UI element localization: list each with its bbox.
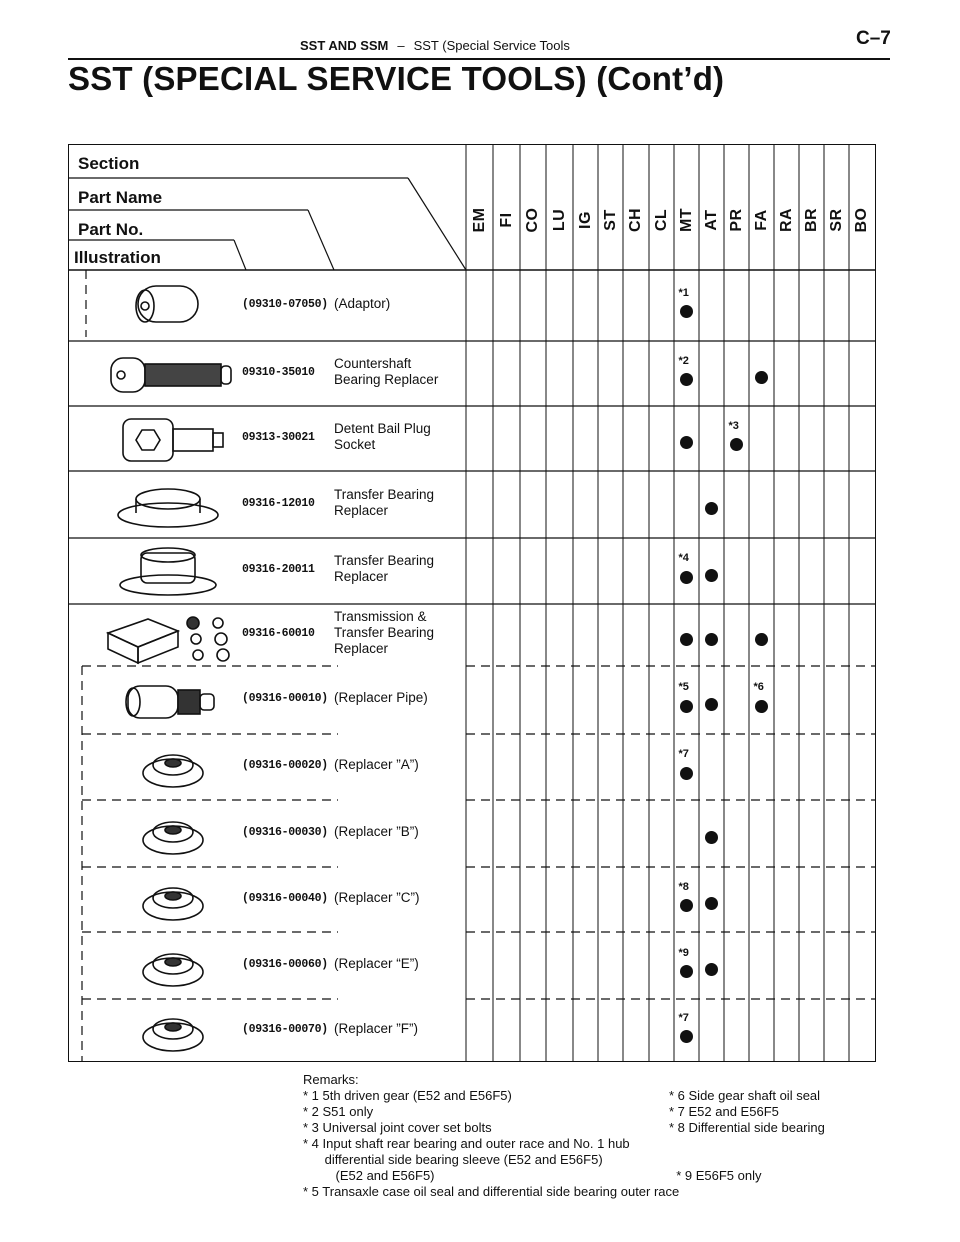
applicability-mark-at (705, 569, 718, 582)
column-header-label: CH (627, 207, 644, 233)
remark-text: differential side bearing sleeve (E52 and E56F5) (303, 1152, 603, 1167)
part-name: (Replacer ”F”) (334, 1020, 419, 1036)
column-header-fa (750, 180, 774, 260)
applicability-mark-mt (680, 899, 693, 912)
remark-text: * 6 Side gear shaft oil seal (669, 1088, 821, 1103)
footnote-ref: *7 (678, 1011, 689, 1024)
running-header (300, 38, 860, 58)
applicability-mark-fa (755, 633, 768, 646)
part-name: Transfer Bearing Replacer (334, 486, 435, 518)
column-header-label: SR (827, 208, 845, 232)
column-header-label: BO (852, 207, 870, 233)
part-name: Countershaft Bearing Replacer (334, 355, 439, 387)
header-label-part-name: Part Name (78, 188, 163, 207)
column-header-pr (725, 180, 749, 260)
column-header-label: RA (777, 207, 795, 233)
part-name: Transmission & Transfer Bearing Replacer (334, 609, 435, 656)
applicability-mark-fa (755, 700, 768, 713)
applicability-mark-mt (680, 305, 693, 318)
page-title: SST (SPECIAL SERVICE TOOLS) (Cont’d) (68, 60, 725, 97)
remark-line-1 (303, 1088, 863, 1104)
remark-line-3 (303, 1120, 863, 1136)
header-section: SST AND SSM (300, 38, 389, 53)
header-subsection: SST (Special Service Tools (413, 38, 570, 53)
applicability-mark-mt (680, 965, 693, 978)
column-header-label: FI (497, 212, 515, 228)
applicability-mark-mt (680, 1030, 693, 1043)
part-number: 09310-35010 (242, 365, 315, 379)
remark-line-2 (303, 1104, 863, 1120)
part-name: (Replacer Pipe) (334, 690, 428, 705)
footnote-ref: *7 (678, 748, 689, 760)
grid-line (408, 178, 466, 270)
column-header-label: LU (550, 208, 568, 232)
part-number: (09316-00020) (242, 759, 328, 772)
applicability-mark-at (705, 897, 718, 910)
column-header-br (800, 180, 824, 260)
column-header-em (468, 180, 492, 260)
applicability-mark-at (705, 963, 718, 976)
part-number: (09316-00030) (242, 825, 328, 839)
remark-line-4 (303, 1136, 863, 1152)
footnote-ref: *3 (728, 419, 739, 432)
applicability-mark-mt (680, 633, 693, 646)
part-number: 09316-12010 (242, 496, 315, 510)
column-header-mt (675, 180, 699, 260)
column-header-co (521, 180, 545, 260)
applicability-mark-mt (680, 767, 693, 780)
remark-text: * 7 E52 and E56F5 (669, 1104, 779, 1119)
remark-text: * 3 Universal joint cover set bolts (303, 1120, 492, 1135)
column-header-label: FA (752, 209, 770, 231)
column-header-ch (624, 180, 648, 260)
applicability-mark-mt (680, 700, 693, 713)
part-number: (09316-00060) (242, 957, 328, 971)
header-separator: – (397, 38, 405, 53)
footnote-ref: *8 (678, 880, 689, 893)
remark-text: (E52 and E56F5) (303, 1168, 435, 1183)
remarks (303, 1072, 863, 1200)
column-header-sr (825, 180, 849, 260)
column-header-label: CL (652, 208, 670, 232)
footnote-ref: *4 (678, 552, 689, 564)
column-header-label: PR (727, 208, 745, 232)
footnote-ref: *1 (678, 286, 689, 299)
remark-line-6 (303, 1168, 863, 1184)
header-label-section: Section (78, 154, 140, 173)
part-name: Transfer Bearing Replacer (334, 553, 435, 584)
column-header-label: CO (524, 207, 541, 233)
column-header-at (700, 180, 724, 260)
page-number: C–7 (856, 28, 891, 49)
column-header-label: ST (601, 209, 619, 231)
header-label-part-no: Part No. (78, 220, 144, 239)
part-number: 09316-60010 (242, 627, 315, 640)
remarks-heading: Remarks: (303, 1072, 359, 1087)
column-header-label: MT (677, 207, 695, 233)
grid-line (308, 210, 334, 270)
footnote-ref: *2 (678, 354, 689, 367)
column-header-label: AT (702, 209, 720, 231)
header-label-illustration: Illustration (74, 248, 161, 267)
applicability-mark-mt (680, 571, 693, 584)
remark-text: * 4 Input shaft rear bearing and outer race and No. 1 hub (303, 1136, 630, 1151)
applicability-mark-mt (680, 373, 693, 386)
applicability-mark-pr (730, 438, 743, 451)
column-header-label: EM (470, 207, 488, 233)
column-header-fi (495, 180, 519, 260)
column-header-label: IG (576, 211, 594, 229)
grid-line (234, 240, 246, 270)
footnote-ref: *9 (678, 946, 689, 959)
column-header-ra (775, 180, 799, 260)
remark-text: * 2 S51 only (303, 1104, 374, 1119)
column-header-lu (548, 180, 572, 260)
part-number: 09316-20011 (242, 563, 315, 576)
part-name: (Adaptor) (334, 295, 391, 311)
column-header-label: BR (802, 207, 820, 233)
part-number: (09316-00040) (242, 891, 328, 905)
part-name: (Replacer ”B”) (334, 823, 419, 839)
applicability-mark-at (705, 831, 718, 844)
column-header-bo (850, 180, 874, 260)
applicability-mark-at (705, 633, 718, 646)
part-number: 09313-30021 (242, 430, 315, 444)
applicability-mark-fa (755, 371, 768, 384)
part-number: (09316-00070) (242, 1022, 328, 1036)
part-number: (09316-00010) (242, 692, 328, 705)
remark-text: * 5 Transaxle case oil seal and differential side bearing outer race (303, 1184, 680, 1199)
column-header-st (599, 180, 623, 260)
applicability-mark-mt (680, 436, 693, 449)
part-number: (09310-07050) (242, 297, 328, 311)
remark-text: * 1 5th driven gear (E52 and E56F5) (303, 1088, 512, 1103)
footnote-ref: *5 (678, 681, 689, 693)
part-name: (Replacer “E”) (334, 955, 419, 971)
remark-line-5 (303, 1152, 863, 1168)
part-name: (Replacer ”A”) (334, 757, 419, 772)
column-header-cl (650, 180, 674, 260)
part-name: Detent Bail Plug Socket (334, 420, 431, 452)
remark-text: * 8 Differential side bearing (669, 1120, 825, 1135)
remark-text: * 9 E56F5 only (669, 1168, 762, 1183)
part-name: (Replacer ”C”) (334, 889, 420, 905)
applicability-mark-at (705, 698, 718, 711)
footnote-ref: *6 (753, 681, 764, 693)
applicability-mark-at (705, 502, 718, 515)
remark-line-7 (303, 1184, 863, 1200)
sst-table (68, 144, 876, 1062)
column-header-ig (574, 180, 598, 260)
